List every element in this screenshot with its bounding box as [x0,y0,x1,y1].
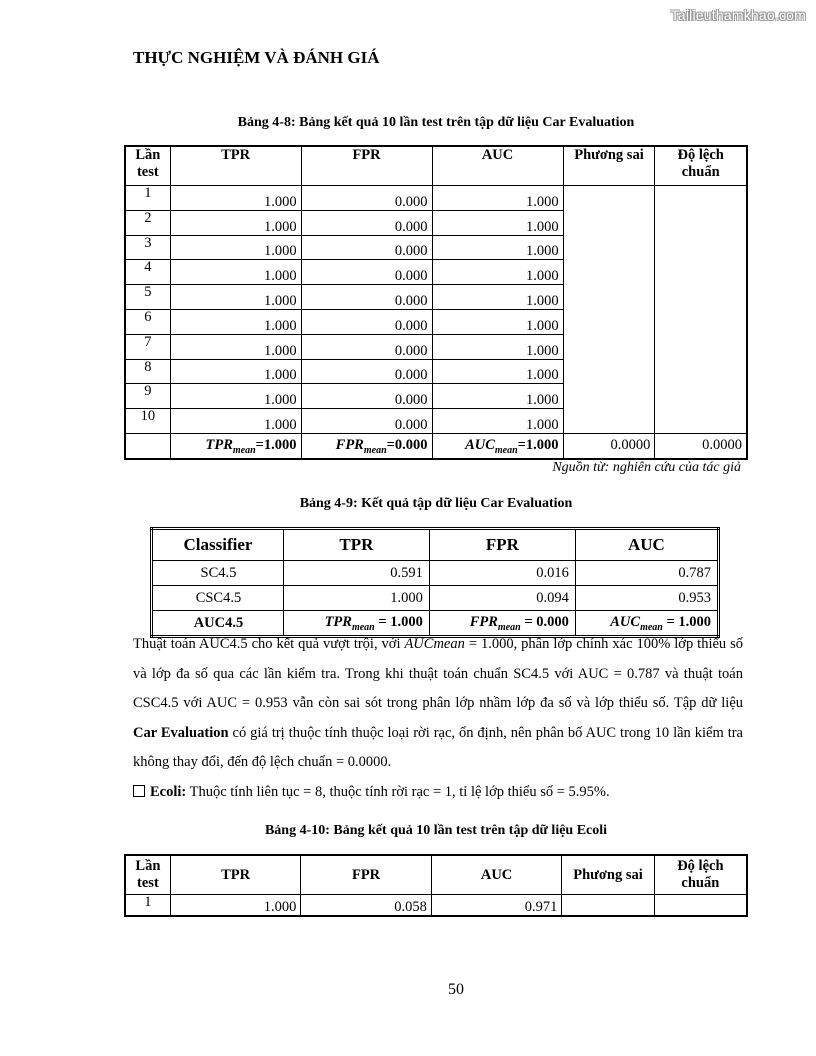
cell-fpr: 0.000 [301,334,432,359]
cell-fpr: 0.016 [429,561,575,586]
header-fpr: FPR [301,855,432,895]
table-source-note: Nguồn từ: nghiên cứu của tác giả [552,460,741,475]
cell-stddev [654,895,747,917]
cell-run: 1 [125,895,170,917]
cell-tpr: 1.000 [170,260,301,285]
header-run: Lần test [125,855,170,895]
cell-tpr-mean: $TPR_{mean}=1.000$ [170,433,301,459]
header-stddev: Độ lệch chuẩn [654,855,747,895]
header-fpr: FPR [429,529,575,561]
header-classifier: Classifier [152,529,284,561]
table-row [152,561,719,586]
cell-run: 8 [125,359,170,384]
cell-fpr: 0.000 [301,285,432,310]
cell-tpr: 1.000 [170,334,301,359]
header-stddev: Độ lệch chuẩn [655,146,747,186]
cell-run: 5 [125,285,170,310]
cell-stddev-merged [655,186,747,434]
header-variance: Phương sai [562,855,654,895]
cell-tpr: 1.000 [170,309,301,334]
cell-tpr: 1.000 [283,586,429,611]
cell-empty [125,433,170,459]
cell-run: 9 [125,384,170,409]
cell-auc: 1.000 [432,384,563,409]
cell-auc: 1.000 [432,210,563,235]
cell-auc: 1.000 [432,309,563,334]
watermark: Tailieuthamkhao.com [670,7,806,23]
cell-stddev: 0.0000 [655,433,747,459]
cell-fpr: 0.094 [429,586,575,611]
checkbox-bullet-icon [133,785,145,797]
header-tpr: TPR [283,529,429,561]
header-tpr: TPR [170,855,301,895]
cell-fpr: 0.000 [301,260,432,285]
cell-tpr: 1.000 [170,409,301,434]
cell-fpr: 0.000 [301,186,432,211]
table-4-9-caption: Bảng 4-9: Kết quả tập dữ liệu Car Evaluation [299,496,573,511]
cell-auc: 1.000 [432,285,563,310]
cell-fpr: 0.058 [301,895,432,917]
header-auc: AUC [575,529,718,561]
header-auc: AUC [432,146,563,186]
table-row [125,895,747,917]
cell-auc: 1.000 [432,186,563,211]
table-header-row [125,855,747,895]
cell-tpr: 1.000 [170,384,301,409]
cell-run: 7 [125,334,170,359]
cell-fpr: 0.000 [301,359,432,384]
cell-tpr: $TPR_{mean} = 1.000$ [283,611,429,637]
chapter-title: THỰC NGHIỆM VÀ ĐÁNH GIÁ [133,48,380,67]
table-4-8-caption: Bảng 4-8: Bảng kết quả 10 lần test trên tập dữ liệu Car Evaluation [237,115,635,130]
page-number: 50 [448,981,464,998]
cell-auc-mean: $AUC_{mean}=1.000$ [432,433,563,459]
cell-fpr-mean: $FPR_{mean}=0.000$ [301,433,432,459]
cell-auc: 1.000 [432,359,563,384]
cell-tpr: 0.591 [283,561,429,586]
ecoli-bullet: Ecoli: Thuộc tính liên tục = 8, thuộc tính rời rạc = 1, tỉ lệ lớp thiểu số = 5.95%. [133,784,610,801]
cell-auc: 1.000 [432,409,563,434]
cell-variance-merged [563,186,655,434]
analysis-paragraph: Thuật toán AUC4.5 cho kết quả vượt trội, với AUCmean = 1.000, phân lớp chính xác 100% lớp thiểu số và lớp đa số qua các lần kiểm tra. Trong khi thuật toán chuẩn SC4.5 với AUC = 0.787 và thuật toán CSC4.5 với AUC = 0.953 vẫn còn sai sót trong phân lớp nhầm lớp đa số và lớp thiểu số. Tập dữ liệu Car Evaluation có giá trị thuộc tính thuộc loại rời rạc, ổn định, nên phân bố AUC trong 10 lần kiểm tra không thay đổi, đến độ lệch chuẩn = 0.0000. [133,636,744,770]
table-mean-row [125,433,747,459]
cell-tpr: 1.000 [170,210,301,235]
cell-fpr: 0.000 [301,384,432,409]
cell-classifier: AUC4.5 [152,611,284,637]
cell-auc: 0.971 [431,895,562,917]
cell-run: 10 [125,409,170,434]
cell-run: 2 [125,210,170,235]
header-run: Lần test [125,146,170,186]
cell-fpr: 0.000 [301,409,432,434]
cell-run: 4 [125,260,170,285]
header-tpr: TPR [170,146,301,186]
cell-run: 1 [125,186,170,211]
cell-fpr: 0.000 [301,210,432,235]
cell-classifier: SC4.5 [152,561,284,586]
cell-auc: 0.787 [575,561,718,586]
cell-run: 6 [125,309,170,334]
table-4-10 [124,854,748,917]
cell-auc: 1.000 [432,334,563,359]
cell-tpr: 1.000 [170,895,301,917]
table-4-8 [124,145,748,460]
cell-auc: 0.953 [575,586,718,611]
cell-auc: 1.000 [432,260,563,285]
cell-tpr: 1.000 [170,359,301,384]
header-auc: AUC [431,855,562,895]
table-row [125,186,747,211]
cell-tpr: 1.000 [170,186,301,211]
cell-tpr: 1.000 [170,235,301,260]
header-variance: Phương sai [563,146,655,186]
cell-run: 3 [125,235,170,260]
cell-fpr: 0.000 [301,309,432,334]
table-4-10-caption: Bảng 4-10: Bảng kết quả 10 lần test trên tập dữ liệu Ecoli [264,823,608,838]
table-row [152,586,719,611]
cell-fpr: $FPR_{mean} = 0.000$ [429,611,575,637]
cell-variance [562,895,654,917]
table-4-9 [150,527,720,638]
cell-auc: 1.000 [432,235,563,260]
cell-fpr: 0.000 [301,235,432,260]
header-fpr: FPR [301,146,432,186]
table-header-row [152,529,719,561]
cell-tpr: 1.000 [170,285,301,310]
cell-classifier: CSC4.5 [152,586,284,611]
cell-auc: $AUC_{mean} = 1.000$ [575,611,718,637]
cell-variance: 0.0000 [563,433,655,459]
table-header-row [125,146,747,186]
